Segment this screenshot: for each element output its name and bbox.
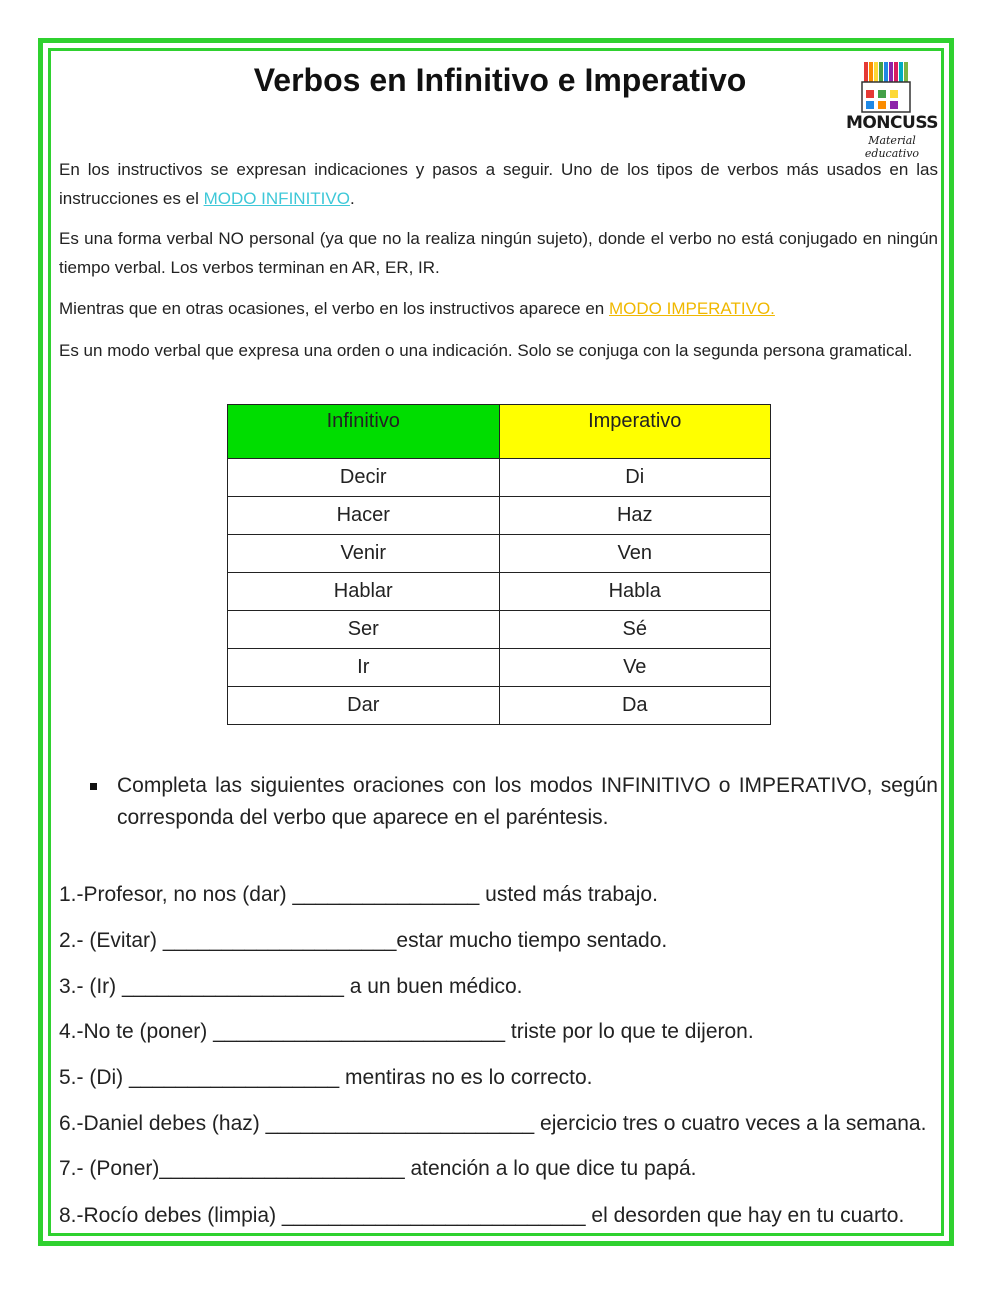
instruction-text: Completa las siguientes oraciones con los modos INFINITIVO o IMPERATIVO, según corresponda del verbo que aparece en el paréntesis. xyxy=(117,774,938,829)
header-infinitivo: Infinitivo xyxy=(228,405,500,459)
page-title: Verbos en Infinitivo e Imperativo xyxy=(253,62,747,98)
cell-infinitivo: Decir xyxy=(228,459,500,497)
sentence-7: 7.- (Poner)_____________________ atención a lo que dice tu papá. xyxy=(59,1157,697,1180)
logo-name: MONCUSS xyxy=(845,113,939,133)
sentence-5: 5.- (Di) __________________ mentiras no es lo correcto. xyxy=(59,1066,593,1089)
cell-infinitivo: Ir xyxy=(228,649,500,687)
verbs-table xyxy=(227,404,771,725)
table-row xyxy=(228,573,771,611)
intro-p1-text: En los instructivos se expresan indicaciones y pasos a seguir. Uno de los tipos de verbos más usados en las instrucciones es el xyxy=(59,160,938,208)
cell-infinitivo: Venir xyxy=(228,535,500,573)
sentence-2: 2.- (Evitar) ____________________estar mucho tiempo sentado. xyxy=(59,929,668,952)
intro-p1-end: . xyxy=(349,189,355,208)
table-row xyxy=(228,687,771,725)
instruction-item xyxy=(90,770,938,834)
cell-imperativo: Habla xyxy=(499,573,771,611)
modo-imperativo-link[interactable]: MODO IMPERATIVO. xyxy=(608,299,775,318)
cell-imperativo: Ven xyxy=(499,535,771,573)
sentence-6: 6.-Daniel debes (haz) _______________________ ejercicio tres o cuatro veces a la semana. xyxy=(59,1112,927,1135)
pencil-box-icon xyxy=(842,60,942,116)
sentence-4: 4.-No te (poner) _________________________ triste por lo que te dijeron. xyxy=(59,1020,754,1043)
cell-imperativo: Da xyxy=(499,687,771,725)
sentence-8: 8.-Rocío debes (limpia) __________________________ el desorden que hay en tu cuarto. xyxy=(59,1204,905,1227)
intro-paragraph-3 xyxy=(59,294,938,323)
sentence-1: 1.-Profesor, no nos (dar) ________________ usted más trabajo. xyxy=(59,883,658,906)
cell-infinitivo: Hacer xyxy=(228,497,500,535)
modo-infinitivo-link[interactable]: MODO INFINITIVO xyxy=(203,189,350,208)
intro-p3-text: Mientras que en otras ocasiones, el verbo en los instructivos aparece en xyxy=(59,299,605,318)
table-row xyxy=(228,459,771,497)
intro-paragraph-1 xyxy=(59,155,938,213)
cell-infinitivo: Ser xyxy=(228,611,500,649)
intro-paragraph-4: Es un modo verbal que expresa una orden o una indicación. Solo se conjuga con la segunda persona gramatical. xyxy=(59,341,913,360)
header-imperativo: Imperativo xyxy=(499,405,771,459)
table-row xyxy=(228,649,771,687)
cell-imperativo: Di xyxy=(499,459,771,497)
table-row xyxy=(228,535,771,573)
logo-subtitle: Material educativo xyxy=(864,134,920,160)
cell-imperativo: Ve xyxy=(499,649,771,687)
cell-imperativo: Haz xyxy=(499,497,771,535)
cell-imperativo: Sé xyxy=(499,611,771,649)
sentence-3: 3.- (Ir) ___________________ a un buen médico. xyxy=(59,975,523,998)
intro-paragraph-2: Es una forma verbal NO personal (ya que no la realiza ningún sujeto), donde el verbo no está conjugado en ningún tiempo verbal. Los verbos terminan en AR, ER, IR. xyxy=(59,229,938,277)
logo xyxy=(842,60,942,160)
square-bullet-icon xyxy=(90,783,97,790)
table-row xyxy=(228,611,771,649)
cell-infinitivo: Hablar xyxy=(228,573,500,611)
table-row xyxy=(228,497,771,535)
cell-infinitivo: Dar xyxy=(228,687,500,725)
